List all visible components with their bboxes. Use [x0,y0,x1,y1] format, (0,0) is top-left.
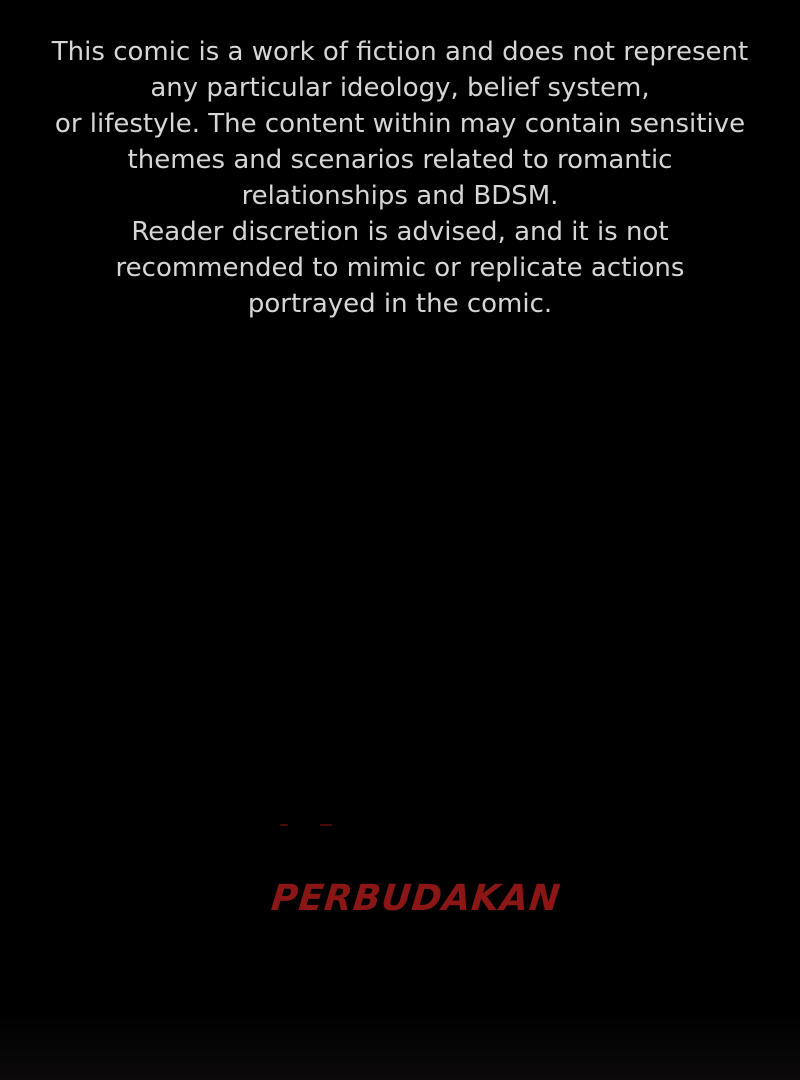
disclaimer-line: This comic is a work of fiction and does not represent [51,37,749,67]
bottom-shadow [0,1010,800,1080]
disclaimer-line: Reader discretion is advised, and it is not [131,217,669,247]
disclaimer-line: recommended to mimic or replicate actions [115,253,685,283]
disclaimer-line: portrayed in the comic. [247,289,553,319]
faint-red-marks [280,822,340,828]
disclaimer-line: relationships and BDSM. [241,181,559,211]
disclaimer-line: any particular ideology, belief system, [150,73,650,103]
content-disclaimer [20,34,780,322]
disclaimer-line: or lifestyle. The content within may contain sensitive [54,109,746,139]
disclaimer-line: themes and scenarios related to romantic [127,145,673,175]
comic-title-logo: PERBUDAKAN [269,878,563,919]
